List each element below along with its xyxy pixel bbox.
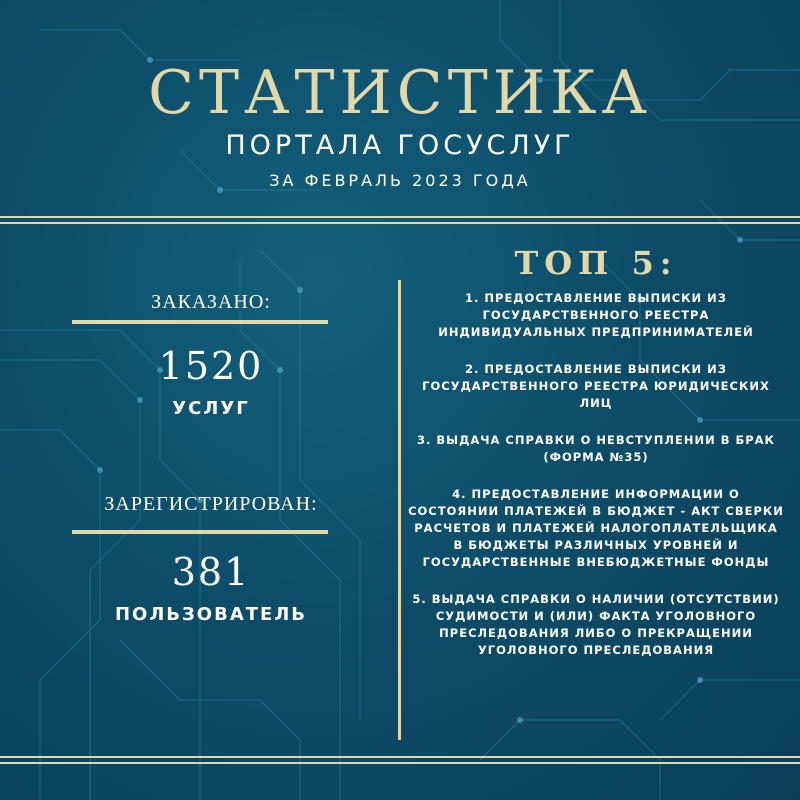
registered-value: 381 xyxy=(171,550,251,594)
registered-rule xyxy=(72,530,328,534)
page-subtitle: ПОРТАЛА ГОСУСЛУГ xyxy=(225,130,575,161)
reporting-period: ЗА ФЕВРАЛЬ 2023 ГОДА xyxy=(269,171,531,190)
ordered-value: 1520 xyxy=(158,344,264,388)
ordered-unit: УСЛУГ xyxy=(172,398,250,419)
top-five-item: 2. ПРЕДОСТАВЛЕНИЕ ВЫПИСКИ ИЗ ГОСУДАРСТВЕННОГО РЕЕСТРА ЮРИДИЧЕСКИХ ЛИЦ xyxy=(422,362,770,410)
registered-label: ЗАРЕГИСТРИРОВАН: xyxy=(104,493,318,515)
top-five-title: ТОП 5: xyxy=(514,244,678,282)
page-title: СТАТИСТИКА xyxy=(148,58,652,128)
top-five-item: 4. ПРЕДОСТАВЛЕНИЕ ИНФОРМАЦИИ О СОСТОЯНИИ ПЛАТЕЖЕЙ В БЮДЖЕТ - АКТ СВЕРКИ РАСЧЕТОВ И ПЛАТЕЖЕЙ НАЛОГОПЛАТЕЛЬЩИКА В БЮДЖЕТЫ РАЗЛИЧНЫХ УРОВНЕЙ И ГОСУДАРСТВЕННЫЕ ВНЕБЮДЖЕТНЫЕ ФОНДЫ xyxy=(408,487,784,569)
top-five-item: 3. ВЫДАЧА СПРАВКИ О НЕВСТУПЛЕНИИ В БРАК (ФОРМА №35) xyxy=(417,433,775,464)
top-five-item: 1. ПРЕДОСТАВЛЕНИЕ ВЫПИСКИ ИЗ ГОСУДАРСТВЕННОГО РЕЕСТРА ИНДИВИДУАЛЬНЫХ ПРЕДПРИНИМАТЕЛЕЙ xyxy=(438,291,754,339)
registered-unit: ПОЛЬЗОВАТЕЛЬ xyxy=(114,604,308,625)
bottom-divider xyxy=(0,756,800,764)
ordered-rule xyxy=(72,320,328,324)
ordered-label: ЗАКАЗАНО: xyxy=(151,291,271,313)
vertical-divider xyxy=(398,280,401,740)
top-divider xyxy=(0,216,800,224)
top-five-list xyxy=(408,290,784,679)
top-five-item: 5. ВЫДАЧА СПРАВКИ О НАЛИЧИИ (ОТСУТСТВИИ) СУДИМОСТИ И (ИЛИ) ФАКТА УГОЛОВНОГО ПРЕСЛЕДОВАНИЯ ЛИБО О ПРЕКРАЩЕНИИ УГОЛОВНОГО ПРЕСЛЕДОВАНИЯ xyxy=(412,592,780,657)
